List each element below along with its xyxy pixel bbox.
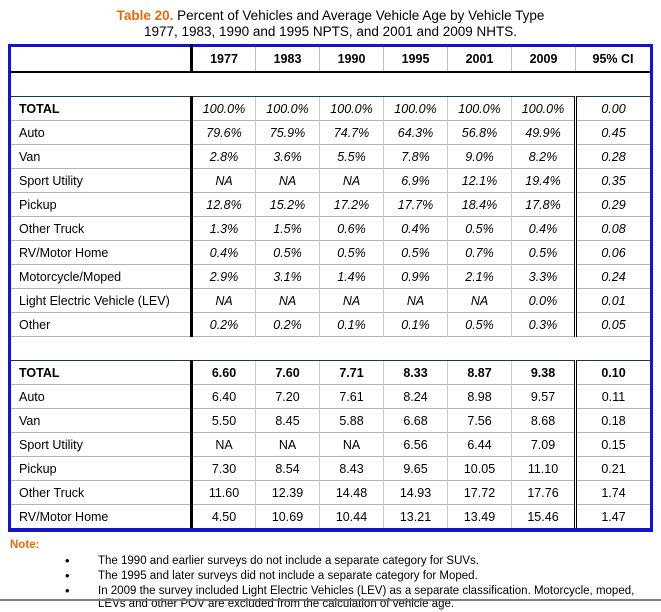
col-header-1977: 1977 [192,46,256,73]
value-cell: 8.87 [448,361,512,385]
value-cell: 10.69 [256,505,320,531]
value-cell: 6.68 [384,409,448,433]
col-header-2001: 2001 [448,46,512,73]
value-cell: 100.0% [384,97,448,121]
value-cell: 17.7% [384,193,448,217]
value-cell: 0.0% [512,289,576,313]
table-header [10,46,652,73]
value-cell: 1.4% [320,265,384,289]
value-cell: NA [320,433,384,457]
value-cell: 18.4% [448,193,512,217]
ci-cell: 0.06 [576,241,652,265]
value-cell: 3.1% [256,265,320,289]
value-cell: 6.44 [448,433,512,457]
value-cell: 8.43 [320,457,384,481]
col-header-1995: 1995 [384,46,448,73]
ci-cell: 0.05 [576,313,652,337]
value-cell: NA [256,433,320,457]
value-cell: 1.3% [192,217,256,241]
value-cell: 8.54 [256,457,320,481]
value-cell: 100.0% [512,97,576,121]
value-cell: 12.39 [256,481,320,505]
value-cell: 79.6% [192,121,256,145]
note-item: • The 1990 and earlier surveys do not include a separate category for SUVs. [65,555,657,569]
table-title-line2: 1977, 1983, 1990 and 1995 NPTS, and 2001 and 2009 NHTS. [143,24,518,39]
table-row [10,409,652,433]
note-item: • In 2009 the survey included Light Electric Vehicles (LEV) as a separate classification. Motorcycle, moped, LEVs and other POV are excluded from the calculation of vehicle age. [65,585,657,612]
ci-cell: 0.00 [576,97,652,121]
ci-cell: 0.11 [576,385,652,409]
col-header-blank [10,46,192,73]
value-cell: 0.9% [384,265,448,289]
table-row [10,217,652,241]
value-cell: 9.65 [384,457,448,481]
value-cell: 0.3% [512,313,576,337]
value-cell: 8.2% [512,145,576,169]
value-cell: 0.2% [192,313,256,337]
table-row [10,481,652,505]
value-cell: 17.2% [320,193,384,217]
section-band [10,72,652,97]
ci-cell: 0.21 [576,457,652,481]
row-label: Pickup [10,193,192,217]
value-cell: 100.0% [448,97,512,121]
value-cell: NA [256,289,320,313]
row-label: Sport Utility [10,169,192,193]
value-cell: 9.38 [512,361,576,385]
table-row [10,265,652,289]
value-cell: 0.5% [448,313,512,337]
notes-label: Note: [10,539,40,551]
row-label: Other Truck [10,217,192,241]
value-cell: 0.6% [320,217,384,241]
value-cell: 6.56 [384,433,448,457]
value-cell: 14.48 [320,481,384,505]
value-cell: 0.2% [256,313,320,337]
value-cell: 7.71 [320,361,384,385]
ci-cell: 0.28 [576,145,652,169]
value-cell: 6.60 [192,361,256,385]
value-cell: 0.4% [384,217,448,241]
table-row [10,289,652,313]
value-cell: 8.98 [448,385,512,409]
row-label: RV/Motor Home [10,505,192,531]
value-cell: NA [448,289,512,313]
value-cell: 17.8% [512,193,576,217]
value-cell: 7.56 [448,409,512,433]
col-header-1983: 1983 [256,46,320,73]
value-cell: 0.4% [192,241,256,265]
value-cell: 5.5% [320,145,384,169]
note-item: • The 1995 and later surveys did not include a separate category for Moped. [65,570,657,584]
row-label: Motorcycle/Moped [10,265,192,289]
value-cell: 7.61 [320,385,384,409]
row-label: TOTAL [10,361,192,385]
value-cell: 7.60 [256,361,320,385]
section-band [10,337,652,361]
table-title [0,0,661,40]
table-row [10,505,652,531]
row-label: Auto [10,385,192,409]
value-cell: 0.5% [320,241,384,265]
value-cell: 100.0% [320,97,384,121]
value-cell: 17.76 [512,481,576,505]
value-cell: 100.0% [256,97,320,121]
table-row [10,241,652,265]
value-cell: 56.8% [448,121,512,145]
row-label: Pickup [10,457,192,481]
value-cell: 10.44 [320,505,384,531]
value-cell: 0.7% [448,241,512,265]
value-cell: 0.5% [384,241,448,265]
value-cell: 0.1% [320,313,384,337]
row-label: TOTAL [10,97,192,121]
value-cell: 17.72 [448,481,512,505]
table-row [10,385,652,409]
value-cell: 19.4% [512,169,576,193]
value-cell: NA [320,289,384,313]
ci-cell: 0.15 [576,433,652,457]
value-cell: NA [256,169,320,193]
value-cell: 12.1% [448,169,512,193]
value-cell: 8.68 [512,409,576,433]
value-cell: 2.9% [192,265,256,289]
value-cell: 7.09 [512,433,576,457]
table-row [10,169,652,193]
value-cell: 11.60 [192,481,256,505]
row-label: RV/Motor Home [10,241,192,265]
table-title-text: Percent of Vehicles and Average Vehicle Age by Vehicle Type [177,8,545,23]
value-cell: 0.5% [256,241,320,265]
value-cell: 8.33 [384,361,448,385]
value-cell: 49.9% [512,121,576,145]
value-cell: 6.40 [192,385,256,409]
value-cell: 7.30 [192,457,256,481]
value-cell: 0.5% [512,241,576,265]
value-cell: 2.1% [448,265,512,289]
table-row [10,457,652,481]
table-row [10,361,652,385]
value-cell: 5.88 [320,409,384,433]
value-cell: NA [192,289,256,313]
row-label: Van [10,409,192,433]
value-cell: 10.05 [448,457,512,481]
value-cell: 7.20 [256,385,320,409]
table-row [10,313,652,337]
value-cell: 7.8% [384,145,448,169]
value-cell: 4.50 [192,505,256,531]
value-cell: 3.6% [256,145,320,169]
value-cell: 74.7% [320,121,384,145]
value-cell: 8.24 [384,385,448,409]
value-cell: 0.4% [512,217,576,241]
value-cell: NA [384,289,448,313]
row-label: Auto [10,121,192,145]
value-cell: 9.0% [448,145,512,169]
value-cell: 8.45 [256,409,320,433]
value-cell: 11.10 [512,457,576,481]
ci-cell: 0.01 [576,289,652,313]
col-header-2009: 2009 [512,46,576,73]
section-title: Average Vehicle Age [10,337,652,361]
value-cell: 100.0% [192,97,256,121]
value-cell: 13.49 [448,505,512,531]
row-label: Van [10,145,192,169]
value-cell: 15.46 [512,505,576,531]
row-label: Other [10,313,192,337]
value-cell: 0.1% [384,313,448,337]
table-row [10,97,652,121]
header-row [10,46,652,73]
table-row [10,433,652,457]
value-cell: 13.21 [384,505,448,531]
ci-cell: 0.18 [576,409,652,433]
table-row [10,145,652,169]
ci-cell: 1.74 [576,481,652,505]
value-cell: 75.9% [256,121,320,145]
value-cell: NA [320,169,384,193]
table-row [10,193,652,217]
footer-divider [0,599,661,601]
value-cell: 9.57 [512,385,576,409]
value-cell: 6.9% [384,169,448,193]
table-number: Table 20. [116,8,174,23]
value-cell: 64.3% [384,121,448,145]
col-header-1990: 1990 [320,46,384,73]
ci-cell: 0.08 [576,217,652,241]
table-title-line1 [0,8,661,24]
vehicle-statistics-table [8,44,653,532]
col-header-95-ci: 95% CI [576,46,652,73]
ci-cell: 0.29 [576,193,652,217]
value-cell: 5.50 [192,409,256,433]
value-cell: NA [192,169,256,193]
table-row [10,121,652,145]
value-cell: 15.2% [256,193,320,217]
row-label: Other Truck [10,481,192,505]
ci-cell: 0.35 [576,169,652,193]
ci-cell: 0.24 [576,265,652,289]
row-label: Light Electric Vehicle (LEV) [10,289,192,313]
value-cell: 3.3% [512,265,576,289]
value-cell: 0.5% [448,217,512,241]
ci-cell: 1.47 [576,505,652,531]
table-body [10,72,652,530]
section-title: Distribution of Vehicles [10,72,652,97]
value-cell: NA [192,433,256,457]
value-cell: 14.93 [384,481,448,505]
value-cell: 2.8% [192,145,256,169]
row-label: Sport Utility [10,433,192,457]
ci-cell: 0.10 [576,361,652,385]
value-cell: 12.8% [192,193,256,217]
ci-cell: 0.45 [576,121,652,145]
value-cell: 1.5% [256,217,320,241]
